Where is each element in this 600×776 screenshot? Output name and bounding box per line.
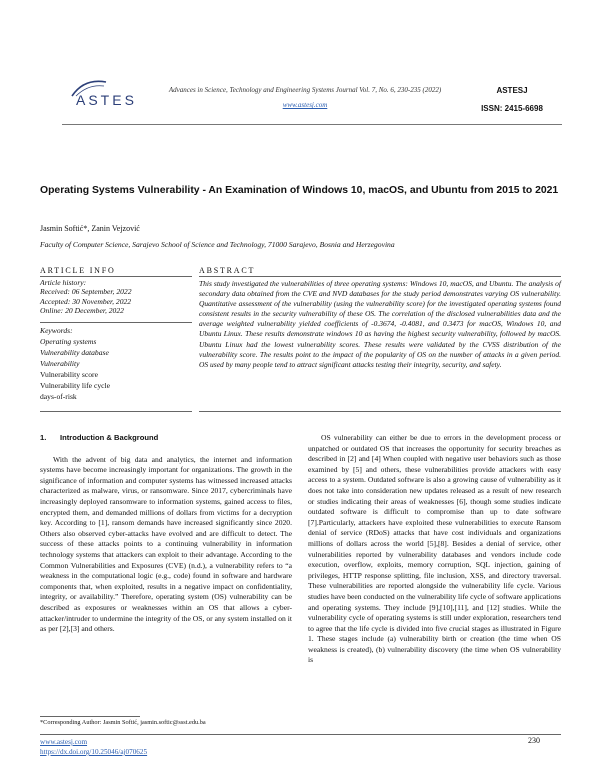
footer-doi-link[interactable]: https://dx.doi.org/10.25046/aj070625 (40, 748, 148, 756)
divider (40, 322, 192, 323)
accepted-date: Accepted: 30 November, 2022 (40, 296, 132, 306)
divider (199, 276, 561, 277)
header-divider (62, 124, 562, 125)
issn: ISSN: 2415-6698 (481, 104, 543, 113)
body-left-column (40, 433, 292, 635)
footnote-divider (40, 716, 140, 717)
keyword: days-of-risk (40, 392, 77, 401)
article-info-heading: ARTICLE INFO (40, 266, 116, 275)
authors: Jasmin Softić*, Zanin Vejzović (40, 224, 140, 233)
received-date: Received: 06 September, 2022 (40, 287, 132, 297)
footer-links (40, 737, 147, 757)
body-paragraph: OS vulnerability can either be due to errors in the development process or unpatched or outdated OS that increases the opportunity for security breaches as described in [2] and [4] When coupled with negative user behaviors such as those examined by [5] and others, these vulnerabilities provide attackers with easy access to a system. Outdated software is also a growing cause of vulnerability as it does not take into consideration new updates released as a result of new research or studies indicating their areas of weaknesses [6], though some studies indicate outdated software is difficult to compromise than up to date software [7].Particularly, attackers have exploited these vulnerabilities to execute Ransom denial of service (RDoS) attacks that have cost individuals and organizations millions of dollars across the world [5],[8]. Besides a denial of service, other vulnerabilities reported by vulnerability databases and vendors include code execution, overflow, exploits, memory corruption, SQL injection, gaining of privileges, HTTP response splitting, file inclusion, XSS, and directory traversal. These vulnerabilities are reported alongside the vulnerability life cycle. Various studies have been conducted on the vulnerability life cycle of software applications and operating systems. They include [9],[10],[11], and [12] studies. While the vulnerability cycle of operating systems is still under exploration, researchers tend to agree that the life cycle is divided into five crucial stages as illustrated in Figure 1. These stages include (a) vulnerability birth or creation (the time when OS weakness is created), (b) vulnerability discovery (the time when OS vulnerability is (308, 433, 561, 665)
body-paragraph: With the advent of big data and analytics, the internet and information systems have become increasingly important for organizations. The growth in the significance of information and computer systems has witnessed increased attacks characterized as malware, virus, or ransomware. Since 2017, cybercriminals have increasingly deployed ransomware to information systems, gained access to files, encrypted them, and demanded millions of dollars from victims for a decryption key. According to [1], ransom demands have increased significantly since 2020. Others also observed cyber-attacks have evolved and are difficult to detect. The success of these attacks points to a continuing vulnerability in information technology systems that attackers can exploit to their advantage. According to the Common Vulnerabilities and Exposures (CVE) (n.d.), a vulnerability refers to “a weakness in the computational logic (e.g., code) found in software and hardware components that, when exploited, results in a negative impact on confidentiality, integrity, or availability.” Therefore, operating system (OS) vulnerability can be described as exposures or weaknesses within an OS that allows a cyber-attacker/intruder to undermine the integrity of the OS, or any system installed on it as per [2],[3] and others. (40, 454, 292, 634)
section-title: Introduction & Background (60, 433, 159, 442)
keywords-label: Keywords: (40, 326, 73, 335)
divider (199, 411, 561, 412)
section-number: 1. (40, 433, 47, 442)
section-heading (40, 433, 292, 444)
keyword: Vulnerability database (40, 348, 109, 357)
journal-logo (62, 76, 137, 122)
logo-text: ASTES (76, 92, 137, 108)
body-right-column (308, 433, 561, 666)
keyword: Operating systems (40, 337, 97, 346)
footer-site-link[interactable]: www.astesj.com (40, 738, 88, 746)
keyword: Vulnerability score (40, 370, 98, 379)
affiliation: Faculty of Computer Science, Sarajevo School of Science and Technology, 71000 Sarajevo, Bosnia and Herzegovina (40, 240, 395, 249)
page-number: 230 (528, 736, 540, 745)
journal-url-link[interactable]: www.astesj.com (282, 101, 328, 109)
article-history (40, 278, 192, 316)
divider (40, 276, 192, 277)
journal-short-name: ASTESJ (496, 86, 528, 95)
journal-line: Advances in Science, Technology and Engineering Systems Journal Vol. 7, No. 6, 230-235 (2022) (168, 86, 442, 94)
online-date: Online: 20 December, 2022 (40, 306, 124, 316)
corresponding-author-footnote: *Corresponding Author: Jasmin Softić, jasmin.softic@ssst.edu.ba (40, 719, 206, 726)
keywords-block (40, 325, 192, 402)
abstract-heading: ABSTRACT (199, 266, 256, 275)
footer-divider (40, 734, 561, 735)
keyword: Vulnerability (40, 359, 80, 368)
abstract-text: This study investigated the vulnerabilities of three operating systems: Windows 10, macOS, and Ubuntu. The analysis of secondary data obtained from the CVE and NVD databases for the study period demonstrates varying OS vulnerability. Quantitative assessment of the vulnerability (using the vulnerability score) for the investigated operating systems found consistent results in the security vulnerability of these OS. The correlation of the disclosed vulnerabilities data and the average weighted vulnerability yielded coefficients of -0.3674, -0.4081, and 0.3473 for macOS, Windows 10, and Ubuntu Linux. These results demonstrate windows 10 as having the highest security vulnerability, followed by macOS. Ubuntu Linux had the lowest vulnerability scores. These results were validated by the CVSS distribution of the vulnerability score. The results point to the impact of the popularity of OS on the number of attacks in a given period. OS used by many people tend to attract significant attacks testing their integrity, security, and safety. (199, 279, 561, 369)
paper-title: Operating Systems Vulnerability - An Examination of Windows 10, macOS, and Ubuntu from 2015 to 2021 (40, 185, 559, 196)
keyword: Vulnerability life cycle (40, 381, 110, 390)
issn-block (472, 86, 552, 122)
divider (40, 411, 192, 412)
journal-info (140, 86, 470, 109)
history-label: Article history: (40, 278, 87, 287)
